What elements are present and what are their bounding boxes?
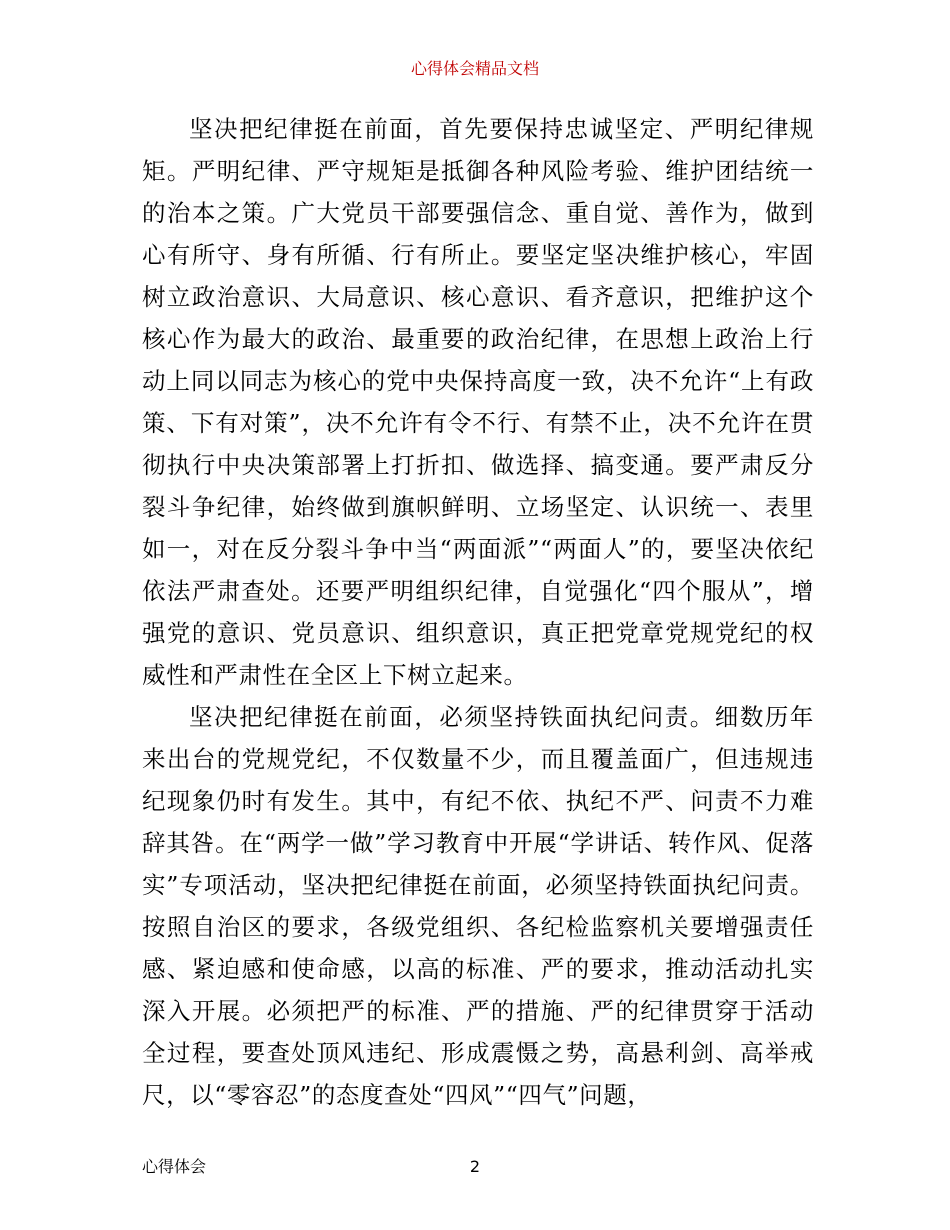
document-body	[142, 108, 814, 1116]
paragraph-2: 坚决把纪律挺在前面，必须坚持铁面执纪问责。细数历年来出台的党规党纪，不仅数量不少，而且覆盖面广，但违规违纪现象仍时有发生。其中，有纪不依、执纪不严、问责不力难辞其咎。在“两学一做”学习教育中开展“学讲话、转作风、促落实”专项活动，坚决把纪律挺在前面，必须坚持铁面执纪问责。按照自治区的要求，各级党组织、各纪检监察机关要增强责任感、紧迫感和使命感，以高的标准、严的要求，推动活动扎实深入开展。必须把严的标准、严的措施、严的纪律贯穿于活动全过程，要查处顶风违纪、形成震慑之势，高悬利剑、高举戒尺，以“零容忍”的态度查处“四风”“四气”问题，	[142, 703, 814, 1109]
paragraph-1: 坚决把纪律挺在前面，首先要保持忠诚坚定、严明纪律规矩。严明纪律、严守规矩是抵御各种风险考验、维护团结统一的治本之策。广大党员干部要强信念、重自觉、善作为，做到心有所守、身有所循、行有所止。要坚定坚决维护核心，牢固树立政治意识、大局意识、核心意识、看齐意识，把维护这个核心作为最大的政治、最重要的政治纪律，在思想上政治上行动上同以同志为核心的党中央保持高度一致，决不允许“上有政策、下有对策”，决不允许有令不行、有禁不止，决不允许在贯彻执行中央决策部署上打折扣、做选择、搞变通。要严肃反分裂斗争纪律，始终做到旗帜鲜明、立场坚定、认识统一、表里如一，对在反分裂斗争中当“两面派”“两面人”的，要坚决依纪依法严肃查处。还要严明组织纪律，自觉强化“四个服从”，增强党的意识、党员意识、组织意识，真正把党章党规党纪的权威性和严肃性在全区上下树立起来。	[142, 115, 814, 689]
page-header-title: 心得体会精品文档	[410, 59, 539, 78]
page-number: 2	[469, 1157, 481, 1176]
footer-label: 心得体会	[142, 1157, 207, 1176]
